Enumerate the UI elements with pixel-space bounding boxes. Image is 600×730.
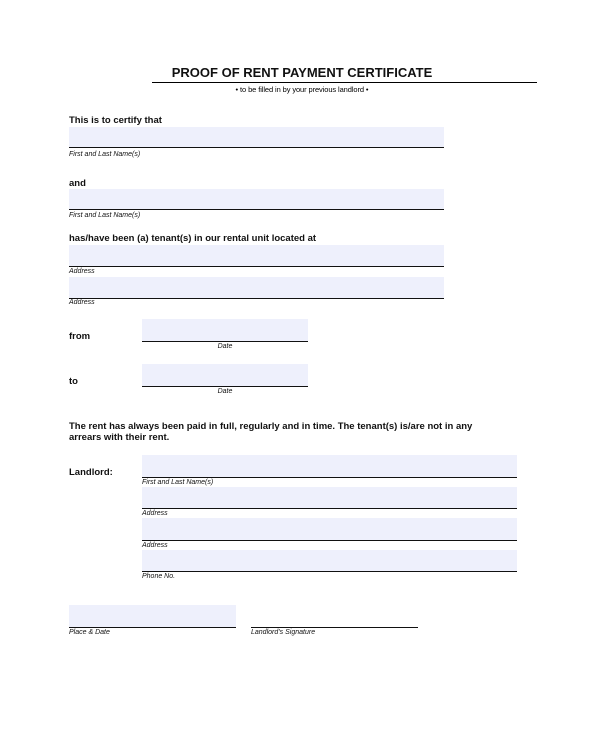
place-date-field[interactable]	[69, 605, 236, 628]
landlord-phone-caption: Phone No.	[142, 573, 176, 580]
from-date-caption: Date	[217, 343, 233, 350]
landlord-phone-field[interactable]	[142, 550, 517, 572]
address2-field[interactable]	[69, 277, 444, 299]
address1-field[interactable]	[69, 245, 444, 267]
tenant1-name-caption: First and Last Name(s)	[69, 151, 141, 158]
and-label: and	[69, 178, 86, 189]
landlord-name-field[interactable]	[142, 455, 517, 478]
landlord-address2-field[interactable]	[142, 518, 517, 541]
tenant1-name-field[interactable]	[69, 127, 444, 148]
landlord-address2-caption: Address	[142, 542, 168, 549]
signature-caption: Landlord’s Signature	[251, 629, 316, 636]
to-date-field[interactable]	[142, 364, 308, 387]
to-label: to	[69, 376, 78, 387]
from-label: from	[69, 331, 91, 342]
from-date-field[interactable]	[142, 319, 308, 342]
to-date-caption: Date	[217, 388, 233, 395]
statement-line-2: arrears with their rent.	[69, 432, 170, 443]
signature-line[interactable]	[251, 627, 418, 628]
place-date-caption: Place & Date	[69, 629, 110, 636]
tenant2-name-field[interactable]	[69, 189, 444, 210]
address1-caption: Address	[69, 268, 95, 275]
document-subtitle: • to be filled in by your previous landlord •	[235, 85, 369, 94]
landlord-name-caption: First and Last Name(s)	[142, 479, 214, 486]
landlord-address1-caption: Address	[142, 510, 168, 517]
landlord-address1-field[interactable]	[142, 487, 517, 509]
address2-caption: Address	[69, 299, 95, 306]
title-divider	[152, 82, 537, 83]
tenant2-name-caption: First and Last Name(s)	[69, 212, 141, 219]
statement-line-1: The rent has always been paid in full, regularly and in time. The tenant(s) is/are not in any	[69, 421, 473, 432]
landlord-label: Landlord:	[69, 467, 113, 478]
document-title: PROOF OF RENT PAYMENT CERTIFICATE	[171, 65, 433, 80]
certify-label: This is to certify that	[69, 115, 162, 126]
tenant-label: has/have been (a) tenant(s) in our rental unit located at	[69, 233, 317, 244]
